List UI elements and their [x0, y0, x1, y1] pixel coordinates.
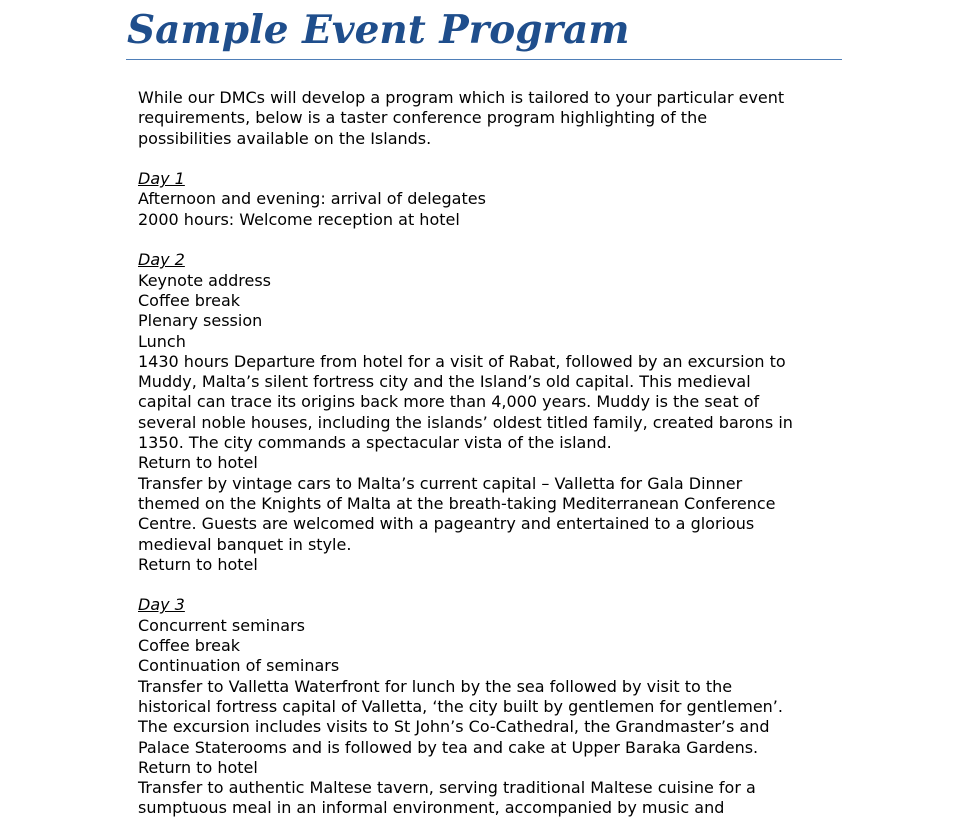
intro-line: requirements, below is a taster conference program highlighting of the [138, 108, 708, 128]
program-item: Plenary session [138, 311, 263, 331]
program-item: Coffee break [138, 636, 241, 656]
title-divider [126, 59, 842, 60]
program-item: The excursion includes visits to St John’s Co-Cathedral, the Grandmaster’s and [138, 717, 770, 737]
day-heading-text: Day 3 [138, 595, 185, 615]
program-item: capital can trace its origins back more than 4,000 years. Muddy is the seat of [138, 392, 760, 412]
program-item: Transfer to Valletta Waterfront for lunch by the sea followed by visit to the [138, 676, 733, 696]
day-2-heading [138, 250, 838, 270]
program-item: 1430 hours Departure from hotel for a visit of Rabat, followed by an excursion to [138, 351, 786, 371]
program-item: Muddy, Malta’s silent fortress city and the Island’s old capital. This medieval [138, 372, 751, 392]
program-item: Return to hotel [138, 757, 258, 777]
day-heading-text: Day 2 [138, 250, 185, 270]
day-heading-text: Day 1 [138, 169, 185, 189]
program-item: historical fortress capital of Valletta, ‘the city built by gentlemen for gentlemen’. [138, 696, 783, 716]
document-body [138, 88, 838, 819]
program-item: themed on the Knights of Malta at the breath-taking Mediterranean Conference [138, 493, 776, 513]
day-3-section [138, 595, 838, 818]
blank-line [138, 230, 838, 250]
blank-line [138, 575, 838, 595]
program-item: Transfer by vintage cars to Malta’s current capital – Valletta for Gala Dinner [138, 473, 743, 493]
program-item: Lunch [138, 331, 186, 351]
program-item: sumptuous meal in an informal environment, accompanied by music and [138, 798, 725, 818]
program-item: Continuation of seminars [138, 656, 340, 676]
program-item: Afternoon and evening: arrival of delegates [138, 189, 486, 209]
program-item: Palace Staterooms and is followed by tea and cake at Upper Baraka Gardens. [138, 737, 759, 757]
page-title: Sample Event Program [127, 7, 630, 53]
intro-line: possibilities available on the Islands. [138, 128, 432, 148]
day-1-heading [138, 169, 838, 189]
program-item: Coffee break [138, 290, 241, 310]
program-item: medieval banquet in style. [138, 534, 352, 554]
program-item: Centre. Guests are welcomed with a pageantry and entertained to a glorious [138, 514, 755, 534]
program-item: Keynote address [138, 270, 271, 290]
day-2-section [138, 250, 838, 575]
intro-paragraph [138, 88, 838, 149]
program-item: Return to hotel [138, 554, 258, 574]
blank-line [138, 149, 838, 169]
program-item: 2000 hours: Welcome reception at hotel [138, 209, 460, 229]
day-3-heading [138, 595, 838, 615]
program-item: Concurrent seminars [138, 615, 305, 635]
intro-line: While our DMCs will develop a program which is tailored to your particular event [138, 88, 785, 107]
program-item: Transfer to authentic Maltese tavern, serving traditional Maltese cuisine for a [138, 778, 756, 798]
program-item: 1350. The city commands a spectacular vista of the island. [138, 433, 612, 453]
program-item: Return to hotel [138, 453, 258, 473]
day-1-section [138, 169, 838, 230]
program-item: several noble houses, including the islands’ oldest titled family, created barons in [138, 412, 793, 432]
